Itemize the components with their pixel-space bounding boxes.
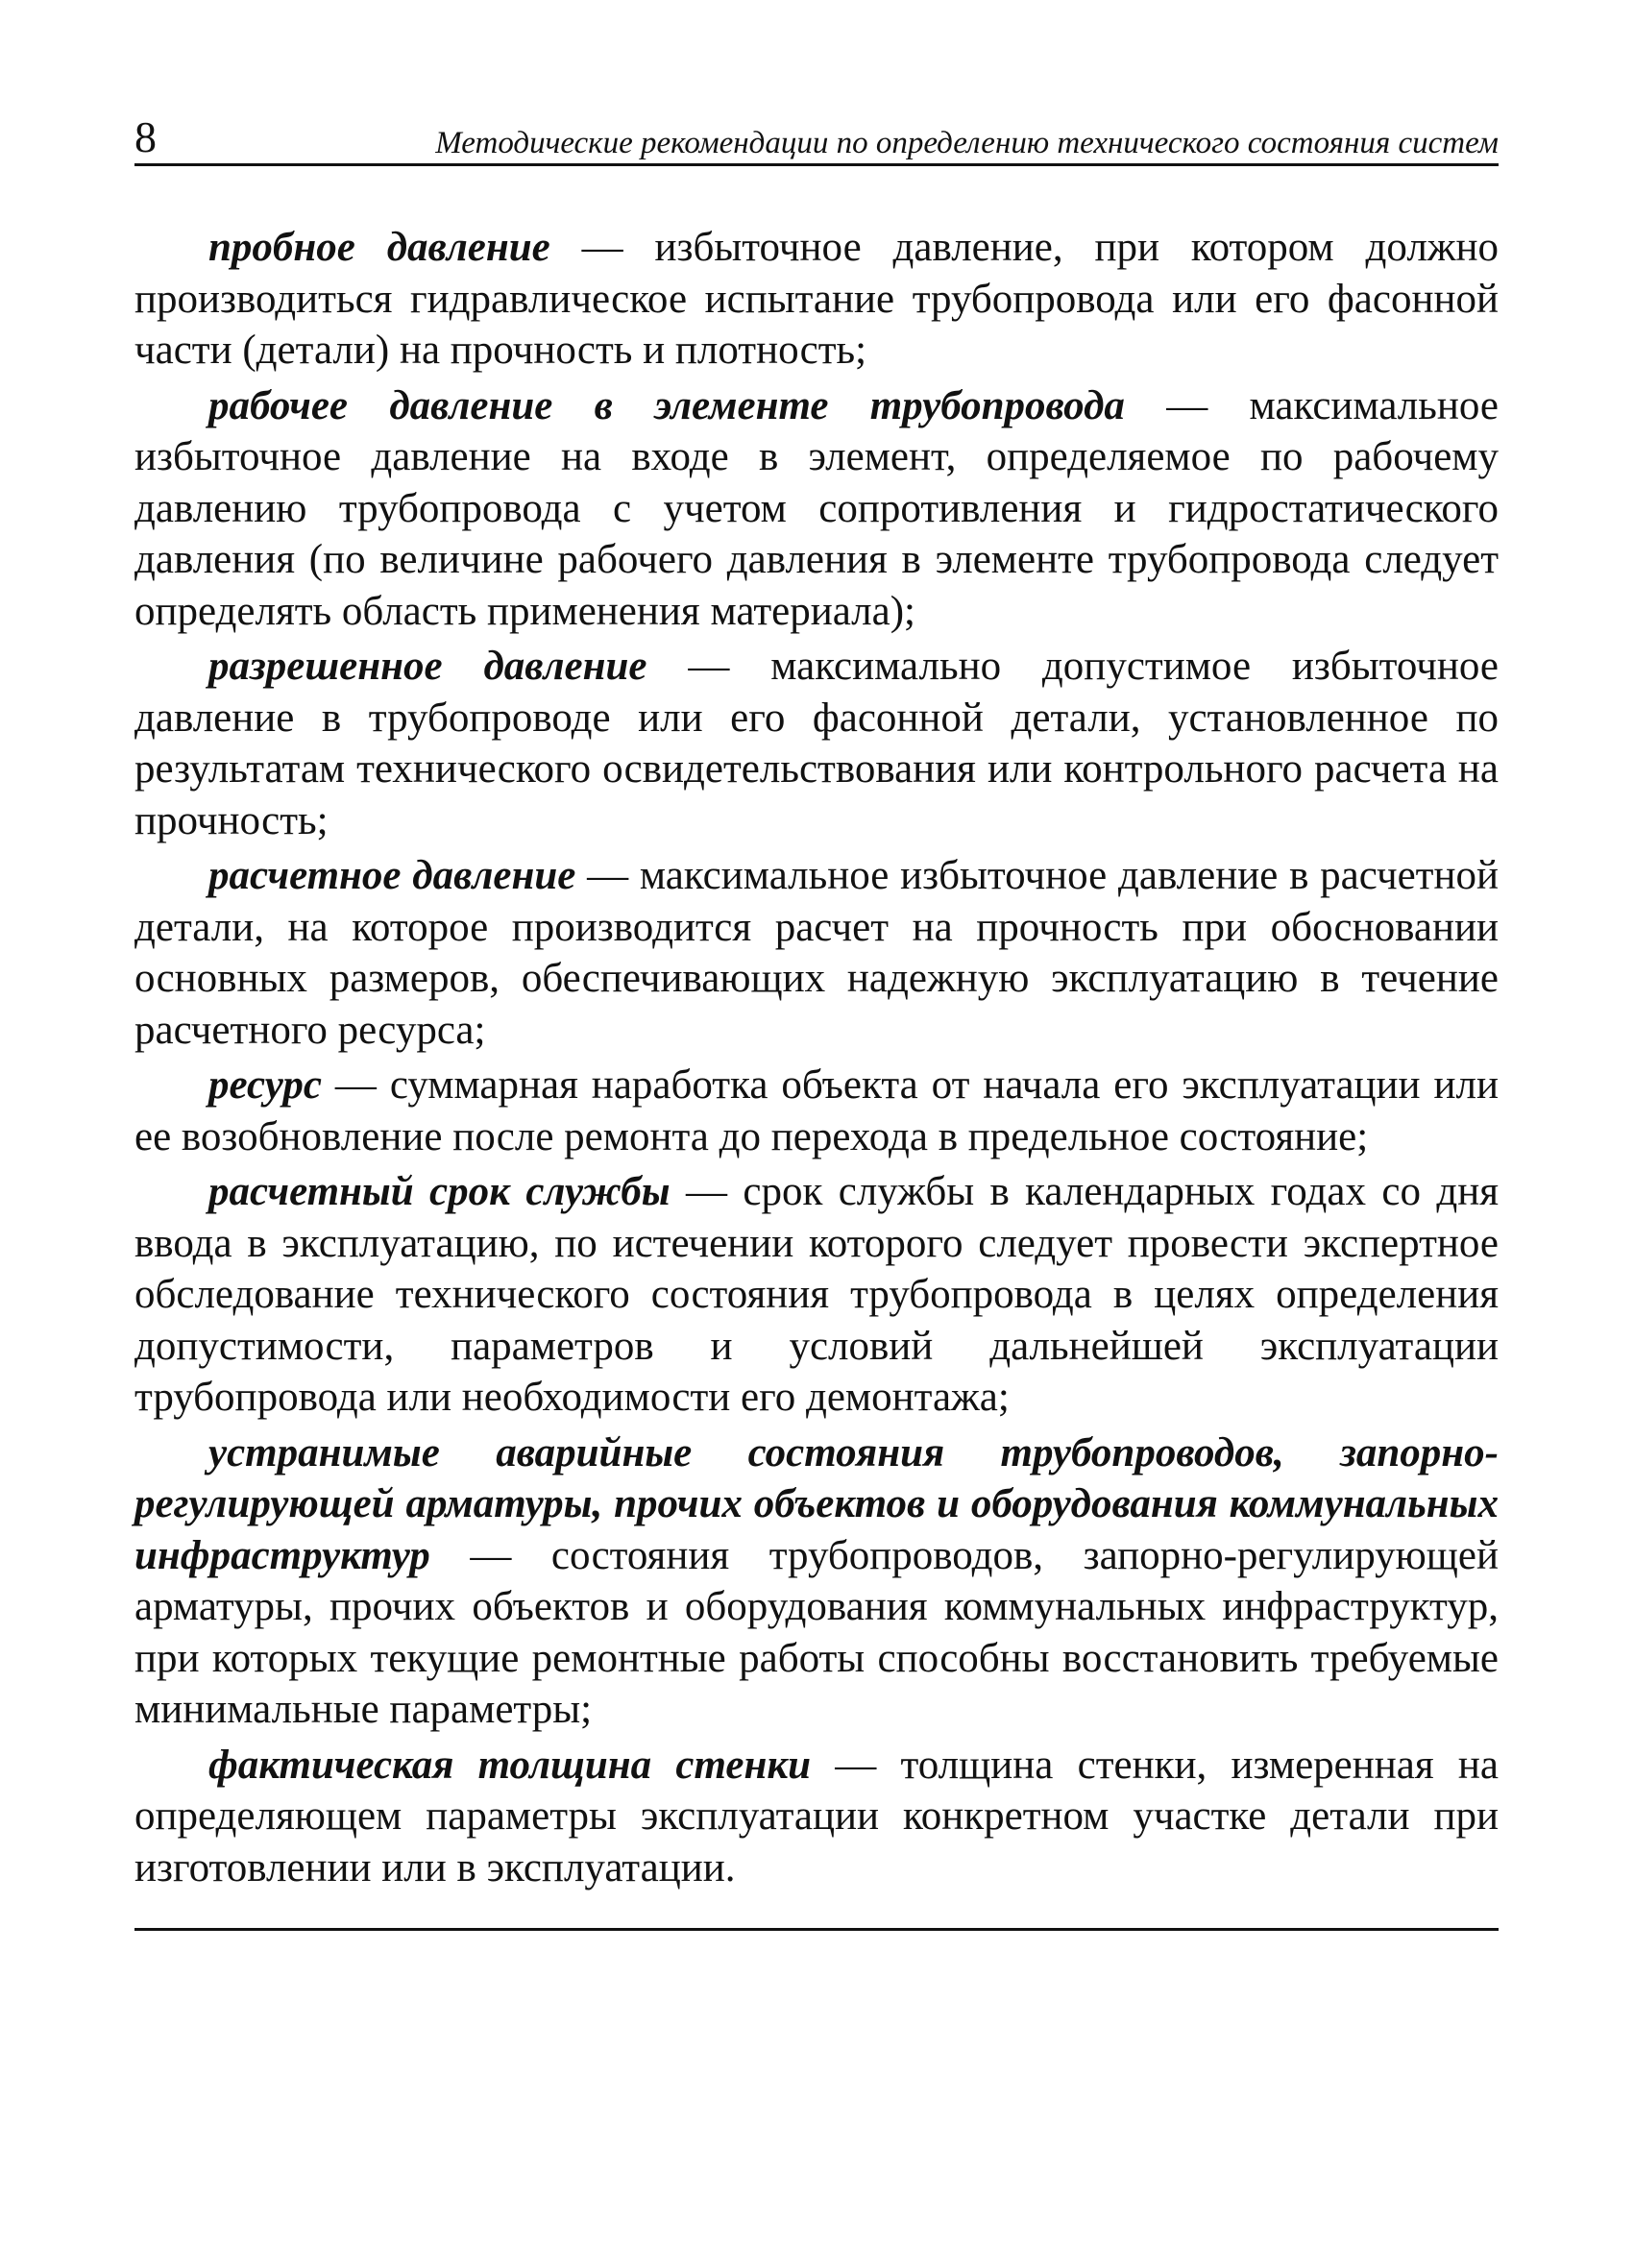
- definition-paragraph: [134, 1060, 1499, 1162]
- definition-text: — избыточное давление, при котором должно производиться гидравлическое испытание трубопровода или его фасонной части (детали) на прочность и плотность;: [134, 225, 1500, 373]
- definition-term: фактическая толщина стенки: [208, 1742, 812, 1788]
- running-title: Методические рекомендации по определению технического состояния систем: [435, 126, 1499, 160]
- definition-text: — срок службы в календарных годах со дня ввода в эксплуатацию, по истечении которого следует провести экспертное обследование технического состояния трубопровода в целях определения допустимости, параметров и условий дальнейшей эксплуатации трубопровода или необходимости его демонтажа;: [134, 1169, 1499, 1420]
- definitions-list: [134, 222, 1499, 1893]
- definition-paragraph: [134, 1740, 1499, 1894]
- definition-text: — максимальное избыточное давление на входе в элемент, определяемое по рабочему давлению трубопровода с учетом сопротивления и гидростатического давления (по величине рабочего давления в элементе трубопровода следует определять область применения материала);: [134, 382, 1499, 634]
- definition-text: — максимально допустимое избыточное давление в трубопроводе или его фасонной детали, установленное по результатам технического освидетельствования или контрольного расчета на прочность;: [134, 644, 1499, 843]
- definition-text: — максимальное избыточное давление в расчетной детали, на которое производится расчет на прочность при обосновании основных размеров, обеспечивающих надежную эксплуатацию в течение расчетного ресурса;: [134, 853, 1499, 1053]
- definition-term: рабочее давление в элементе трубопровода: [208, 382, 1125, 428]
- definition-term: разрешенное давление: [208, 644, 647, 689]
- definition-paragraph: [134, 1166, 1499, 1424]
- definition-paragraph: [134, 1427, 1499, 1736]
- definition-text: — состояния трубопроводов, запорно-регулирующей арматуры, прочих объектов и оборудования коммунальных инфраструктур, при которых текущие ремонтные работы способны восстановить требуемые минимальные параметры;: [134, 1532, 1499, 1732]
- definition-text: — суммарная наработка объекта от начала его эксплуатации или ее возобновление после ремонта до перехода в предельное состояние;: [134, 1062, 1499, 1159]
- definition-term: пробное давление: [208, 225, 550, 270]
- definition-term: расчетное давление: [208, 853, 576, 898]
- definition-paragraph: [134, 641, 1499, 846]
- page-header: [134, 112, 1499, 166]
- document-page: [134, 112, 1500, 1931]
- footer-divider: [134, 1928, 1499, 1931]
- definition-term: расчетный срок службы: [208, 1169, 671, 1214]
- page-number: 8: [134, 112, 157, 161]
- definition-term: устранимые аварийные состояния трубопроводов, запорно-регулирующей арматуры, прочих объектов и оборудования коммунальных инфраструктур: [134, 1429, 1499, 1578]
- definition-term: ресурс: [208, 1062, 322, 1108]
- definition-text: — толщина стенки, измеренная на определяющем параметры эксплуатации конкретном участке детали при изготовлении или в эксплуатации.: [134, 1742, 1499, 1890]
- definition-paragraph: [134, 850, 1499, 1056]
- definition-paragraph: [134, 222, 1499, 377]
- definition-paragraph: [134, 380, 1499, 638]
